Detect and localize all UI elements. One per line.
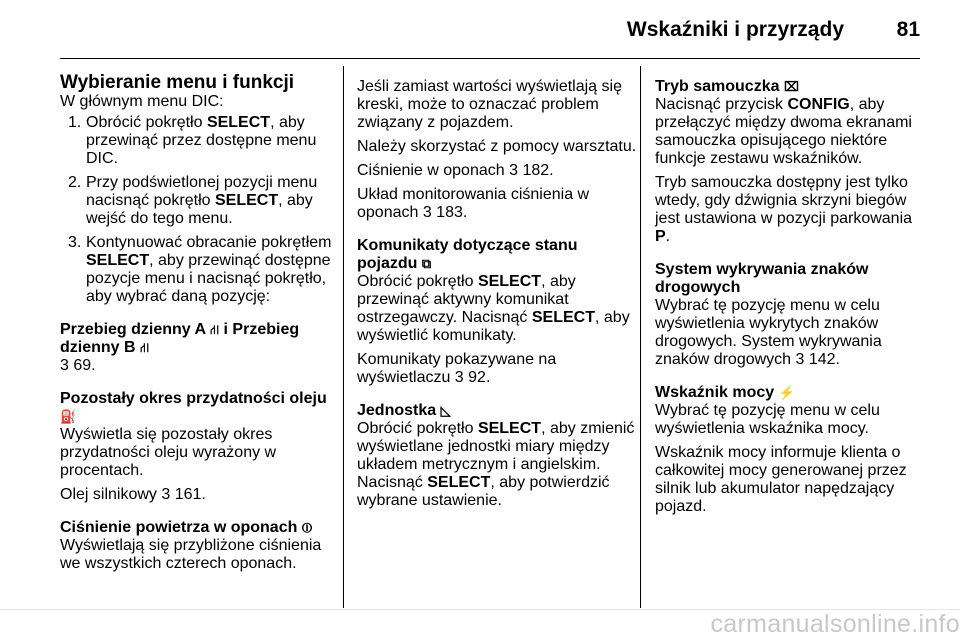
header-divider <box>60 58 920 59</box>
power-text: Wskaźnik mocy informuje klienta o całkowitej mocy generowanej przez silnik lub akumulator napędzający pojazd. <box>655 444 907 515</box>
section-title: Wybieranie menu i funkcji <box>60 72 295 93</box>
column-2 <box>357 78 637 510</box>
vehicle-messages-icon: ⧉ <box>421 256 432 271</box>
messages-ref: Komunikaty pokazywane na wyświetlaczu 3 92. <box>357 351 557 386</box>
page-title: Wskaźniki i przyrządy <box>626 18 844 41</box>
messages-heading: Komunikaty dotyczące stanu pojazdu ⧉ <box>357 237 578 272</box>
paragraph: Jeśli zamiast wartości wyświetlają się kreski, może to oznaczać problem związany z pojazdem. <box>357 78 622 131</box>
oil-ref: Olej silnikowy 3 161. <box>60 486 206 503</box>
power-text: Wybrać tę pozycję menu w celu wyświetlenia wskaźnika mocy. <box>655 402 880 437</box>
tyre-icon: ⏼ <box>301 520 313 535</box>
tutorial-text: Nacisnąć przycisk CONFIG, aby przełączyć między dwoma ekranami samouczka opisującego niektóre funkcje zestawu wskaźników. <box>655 96 912 167</box>
power-heading: Wskaźnik mocy ⚡ <box>655 384 795 401</box>
trip-icon: ⛙ <box>140 340 150 355</box>
tutorial-icon: ⌧ <box>783 79 799 94</box>
units-text: Obrócić pokrętło SELECT, aby zmienić wyświetlane jednostki miary między układem metrycznym i angielskim. Nacisnąć SELECT, aby potwierdzić wybrane ustawienie. <box>357 420 635 509</box>
units-heading: Jednostka ◺ <box>357 402 451 419</box>
paragraph: Ciśnienie w oponach 3 182. <box>357 162 554 179</box>
tyre-heading: Ciśnienie powietrza w oponach ⏼ <box>60 519 313 536</box>
column-divider <box>640 66 641 608</box>
tyre-text: Wyświetlają się przybliżone ciśnienia we wszystkich czterech oponach. <box>60 537 322 572</box>
oil-heading: Pozostały okres przydatności oleju ⛽ <box>60 390 327 424</box>
paragraph: Układ monitorowania ciśnienia w oponach 3 183. <box>357 186 590 221</box>
tutorial-heading: Tryb samouczka ⌧ <box>655 78 799 95</box>
paragraph: Należy skorzystać z pomocy warsztatu. <box>357 138 637 155</box>
oil-text: Wyświetla się pozostały okres przydatności oleju wyrażony w procentach. <box>60 426 277 479</box>
column-divider <box>343 66 344 608</box>
list-item: 1. Obrócić pokrętło SELECT, aby przewinąć przez dostępne menu DIC. <box>68 114 317 167</box>
page-header <box>60 14 920 58</box>
power-icon: ⚡ <box>778 385 795 400</box>
tutorial-note: Tryb samouczka dostępny jest tylko wtedy, gdy dźwignia skrzyni biegów jest ustawiona w pozycji parkowania P. <box>655 174 913 245</box>
trip-ref: 3 69. <box>60 357 96 374</box>
signs-text: Wybrać tę pozycję menu w celu wyświetlenia wykrytych znaków drogowych. System wykrywania znaków drogowych 3 142. <box>655 297 882 368</box>
oil-can-icon: ⛽ <box>60 409 77 424</box>
page-number: 81 <box>896 18 920 41</box>
steps-list <box>60 114 335 306</box>
trip-icon: ⛙ <box>209 322 220 337</box>
list-item: 3. Kontynuować obracanie pokrętłem SELECT, aby przewinąć dostępne pozycje menu i nacisnąć pokrętło, aby wybrać daną pozycję: <box>68 234 332 305</box>
intro-text: W głównym menu DIC: <box>60 93 224 110</box>
signs-heading: System wykrywania znaków drogowych <box>655 261 869 296</box>
messages-text: Obrócić pokrętło SELECT, aby przewinąć aktywny komunikat ostrzegawczy. Nacisnąć SELECT, aby wyświetlić komunikaty. <box>357 273 630 344</box>
trip-heading: Przebieg dzienny A ⛙ i Przebieg dzienny B ⛙ <box>60 321 300 356</box>
watermark: carmanualsonline.info <box>710 610 960 638</box>
list-item: 2. Przy podświetlonej pozycji menu nacisnąć pokrętło SELECT, aby wejść do tego menu. <box>68 174 318 227</box>
column-1 <box>60 72 335 573</box>
units-icon: ◺ <box>440 403 451 418</box>
column-3 <box>655 78 930 516</box>
